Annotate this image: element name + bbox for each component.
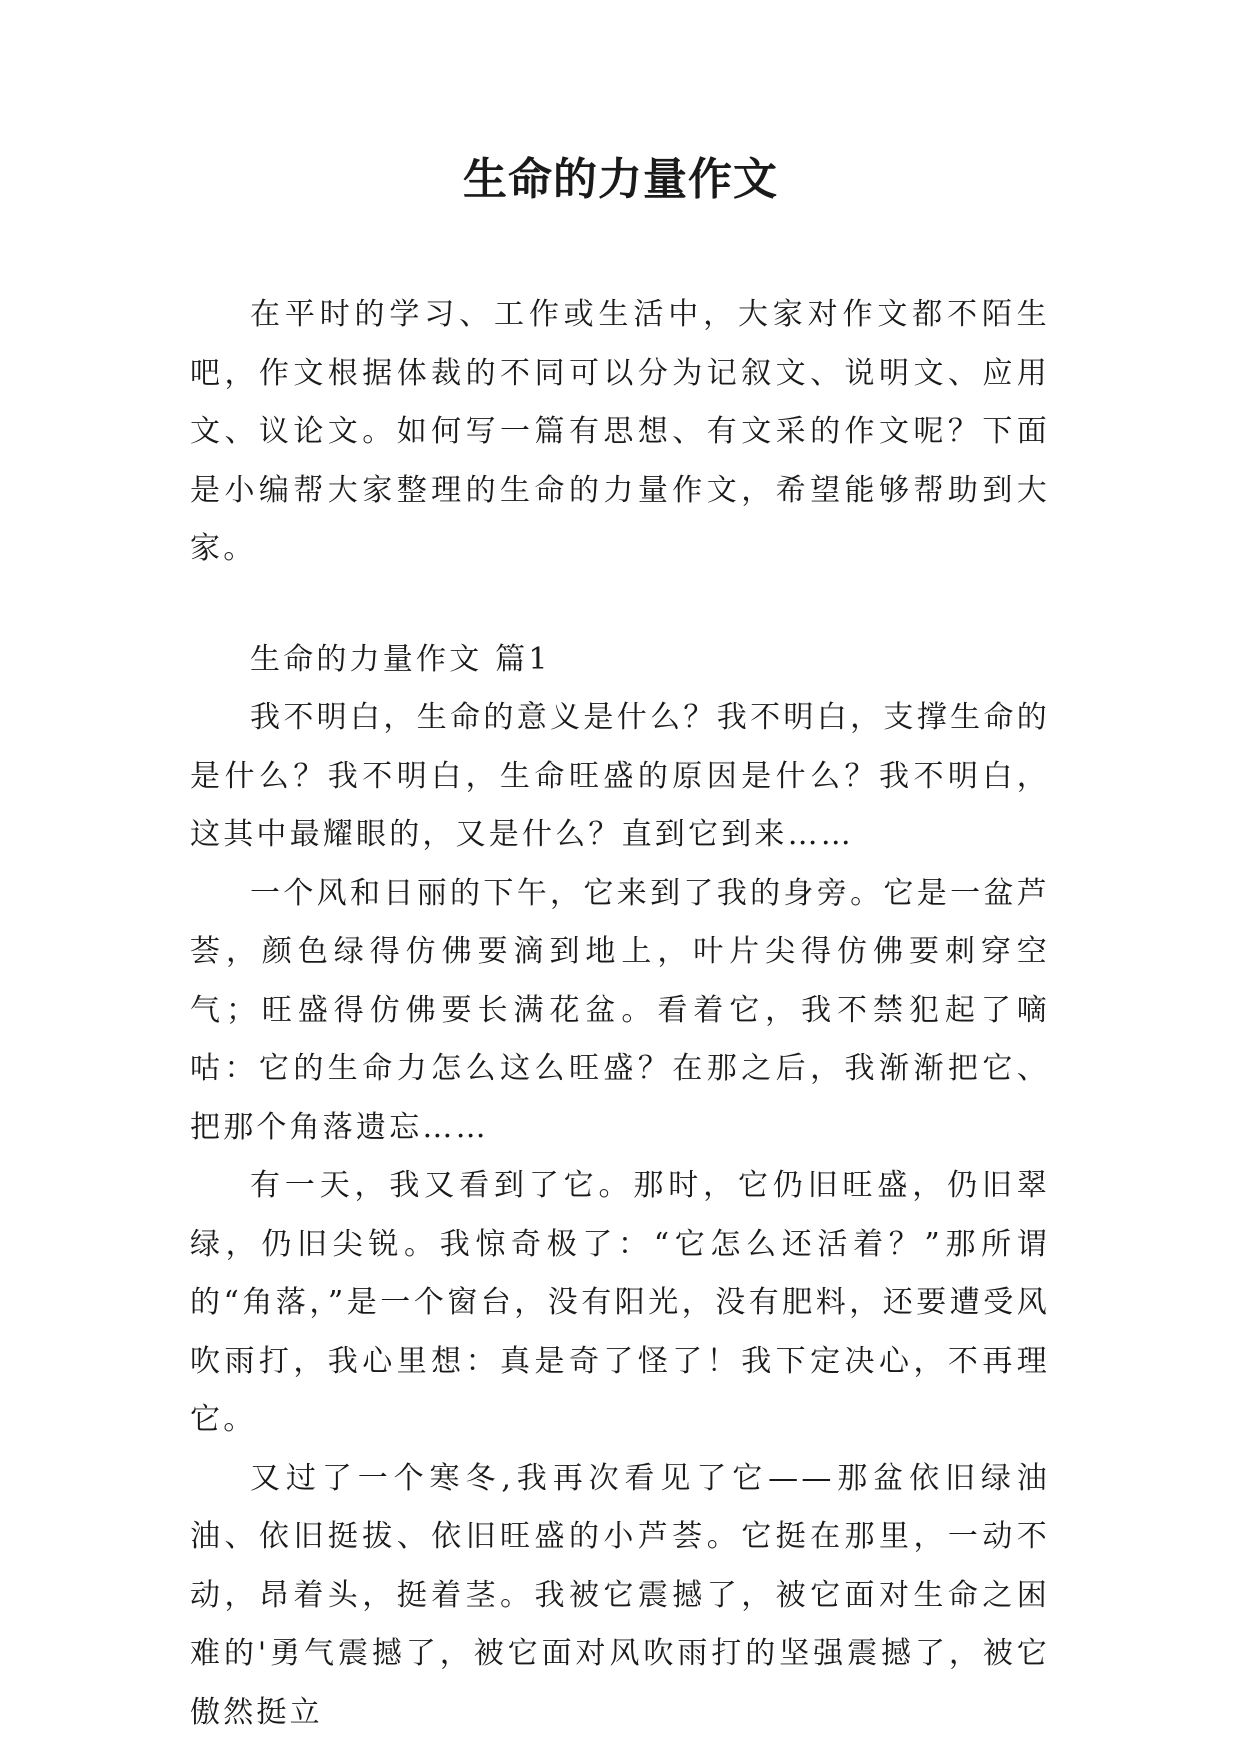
section-heading: 生命的力量作文 篇1 — [250, 641, 551, 677]
document-title: 生命的力量作文 — [463, 154, 778, 205]
body-paragraph-2: 一个风和日丽的下午，它来到了我的身旁。它是一盆芦荟，颜色绿得仿佛要滴到地上，叶片尖得仿佛要刺穿空气；旺盛得仿佛要长满花盆。看着它，我不禁犯起了嘀咕：它的生命力怎么这么旺盛？在那之后，我渐渐把它、把那个角落遗忘…… — [190, 875, 1050, 1145]
intro-paragraph: 在平时的学习、工作或生活中，大家对作文都不陌生吧，作文根据体裁的不同可以分为记叙文、说明文、应用文、议论文。如何写一篇有思想、有文采的作文呢？下面是小编帮大家整理的生命的力量作文，希望能够帮助到大家。 — [190, 297, 1050, 566]
document-body — [190, 286, 1050, 1742]
body-paragraph-4: 又过了一个寒冬,我再次看见了它——那盆依旧绿油油、依旧挺拔、依旧旺盛的小芦荟。它挺在那里，一动不动，昂着头，挺着茎。我被它震撼了，被它面对生命之困难的'勇气震撼了，被它面对风吹雨打的坚强震撼了，被它傲然挺立 — [190, 1460, 1050, 1730]
body-paragraph-3: 有一天，我又看到了它。那时，它仍旧旺盛，仍旧翠绿，仍旧尖锐。我惊奇极了：“它怎么还活着？”那所谓的“角落，”是一个窗台，没有阳光，没有肥料，还要遭受风吹雨打，我心里想：真是奇了怪了！我下定决心，不再理它。 — [190, 1168, 1050, 1437]
body-paragraph-1: 我不明白，生命的意义是什么？我不明白，支撑生命的是什么？我不明白，生命旺盛的原因是什么？我不明白，这其中最耀眼的，又是什么？直到它到来…… — [190, 700, 1050, 852]
